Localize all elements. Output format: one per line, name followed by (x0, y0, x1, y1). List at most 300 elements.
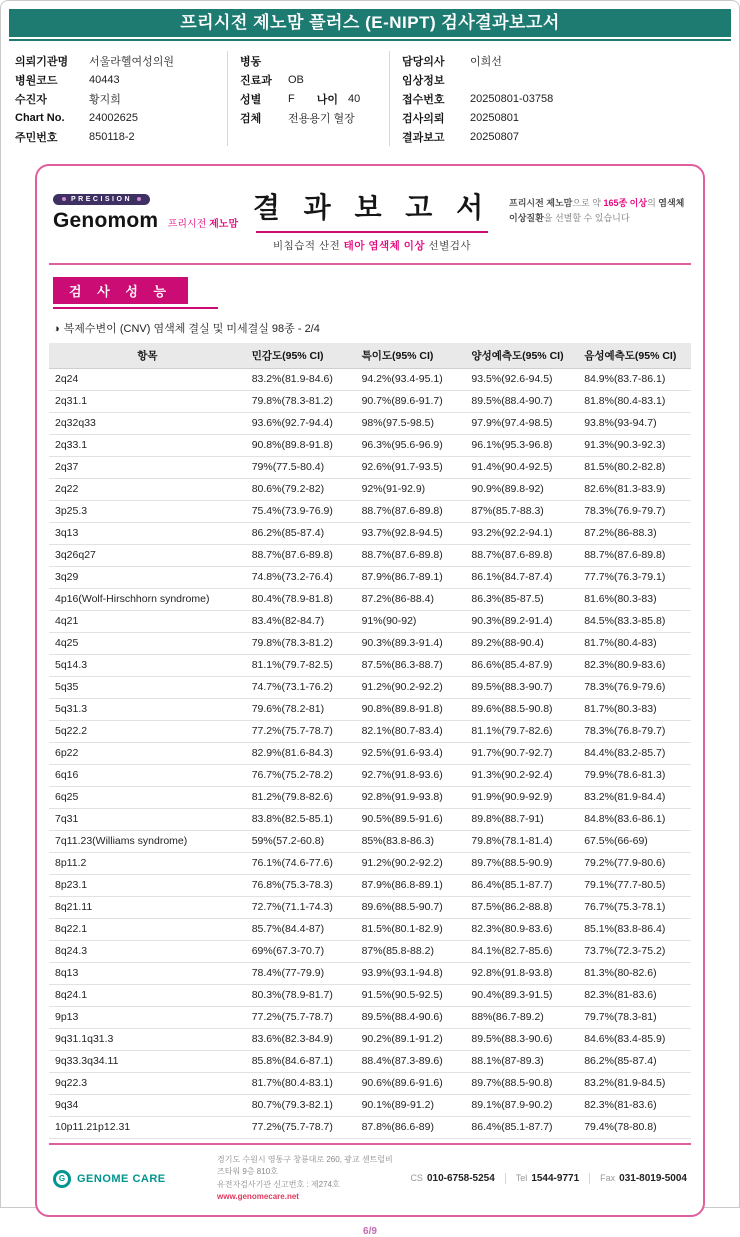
genomom-logo-block (53, 180, 239, 253)
promo-mid: 으로 약 (572, 198, 604, 208)
table-header-row (49, 343, 691, 369)
info-row (240, 89, 389, 108)
info-label: 성별 (240, 93, 262, 106)
table-row (49, 369, 691, 391)
info-label: 담당의사 (402, 55, 445, 68)
genome-care-logo-text: GENOME CARE (77, 1172, 166, 1185)
cell-ppv: 91.4%(90.4-92.5) (465, 457, 578, 479)
cell-specificity: 92%(91-92.9) (356, 479, 466, 501)
cell-specificity: 88.7%(87.6-89.8) (356, 545, 466, 567)
cell-ppv: 96.1%(95.3-96.8) (465, 435, 578, 457)
cell-specificity: 82.1%(80.7-83.4) (356, 721, 466, 743)
table-row (49, 1095, 691, 1117)
info-row (15, 51, 227, 70)
table-head (49, 343, 691, 369)
cell-ppv: 86.6%(85.4-87.9) (465, 655, 578, 677)
cell-sensitivity: 79.8%(78.3-81.2) (246, 391, 356, 413)
cell-specificity: 94.2%(93.4-95.1) (356, 369, 466, 391)
cell-ppv: 82.3%(80.9-83.6) (465, 919, 578, 941)
cell-ppv: 87%(85.7-88.3) (465, 501, 578, 523)
report-title: 결 과 보 고 서 (252, 192, 492, 223)
footer-contacts (410, 1173, 687, 1184)
cell-sensitivity: 83.4%(82-84.7) (246, 611, 356, 633)
info-row (240, 51, 389, 70)
cell-specificity: 90.8%(89.8-91.8) (356, 699, 466, 721)
cell-specificity: 85%(83.8-86.3) (356, 831, 466, 853)
patient-info-col1 (15, 51, 227, 146)
cell-npv: 88.7%(87.6-89.8) (578, 545, 691, 567)
cell-sensitivity: 93.6%(92.7-94.4) (246, 413, 356, 435)
info-value: 서울라헬여성의원 (89, 55, 175, 68)
cell-ppv: 88.1%(87-89.3) (465, 1051, 578, 1073)
logo-sub-precision: 프리시전 (167, 219, 207, 230)
table-row (49, 1007, 691, 1029)
cell-sensitivity: 72.7%(71.1-74.3) (246, 897, 356, 919)
table-row (49, 435, 691, 457)
address-line-2: 유전자검사기관 신고번호 : 제274호 (217, 1179, 340, 1189)
table-row (49, 853, 691, 875)
patient-info-col2 (227, 51, 389, 146)
promo-highlight: 165종 이상 (603, 198, 648, 208)
info-value-2: 40 (348, 92, 361, 105)
cell-specificity: 87.5%(86.3-88.7) (356, 655, 466, 677)
contact-label: Tel (515, 1173, 528, 1184)
cell-ppv: 89.6%(88.5-90.8) (465, 699, 578, 721)
contact-value: 031-8019-5004 (619, 1173, 687, 1185)
table-row (49, 831, 691, 853)
box-footer (49, 1143, 691, 1215)
cell-npv: 84.8%(83.6-86.1) (578, 809, 691, 831)
result-report-box (35, 164, 705, 1217)
patient-info (15, 51, 725, 146)
cell-sensitivity: 81.1%(79.7-82.5) (246, 655, 356, 677)
performance-table (49, 343, 691, 1139)
report-header (49, 166, 691, 261)
cell-ppv: 89.8%(88.7-91) (465, 809, 578, 831)
cell-sensitivity: 80.6%(79.2-82) (246, 479, 356, 501)
info-label: 주민번호 (15, 131, 58, 144)
cell-sensitivity: 81.7%(80.4-83.1) (246, 1073, 356, 1095)
cell-npv: 83.2%(81.9-84.4) (578, 787, 691, 809)
info-row (240, 108, 389, 127)
table-row (49, 633, 691, 655)
genomom-logo (53, 209, 239, 233)
cell-specificity: 90.1%(89-91.2) (356, 1095, 466, 1117)
cell-npv: 81.6%(80.3-83) (578, 589, 691, 611)
cell-npv: 67.5%(66-69) (578, 831, 691, 853)
table-row (49, 897, 691, 919)
cell-npv: 82.3%(81-83.6) (578, 985, 691, 1007)
info-label: 의뢰기관명 (15, 55, 69, 68)
table-row (49, 743, 691, 765)
table-row (49, 919, 691, 941)
cell-sensitivity: 69%(67.3-70.7) (246, 941, 356, 963)
cell-sensitivity: 76.8%(75.3-78.3) (246, 875, 356, 897)
cell-ppv: 89.5%(88.4-90.7) (465, 391, 578, 413)
cell-ppv: 90.3%(89.2-91.4) (465, 611, 578, 633)
table-row (49, 611, 691, 633)
cell-ppv: 86.4%(85.1-87.7) (465, 875, 578, 897)
info-label: 검체 (240, 112, 262, 125)
cell-npv: 91.3%(90.3-92.3) (578, 435, 691, 457)
cell-sensitivity: 85.7%(84.4-87) (246, 919, 356, 941)
cell-ppv: 91.9%(90.9-92.9) (465, 787, 578, 809)
cell-npv: 81.8%(80.4-83.1) (578, 391, 691, 413)
report-title-block (235, 180, 509, 253)
cell-item: 2q37 (49, 457, 246, 479)
table-row (49, 985, 691, 1007)
cell-sensitivity: 79.8%(78.3-81.2) (246, 633, 356, 655)
cell-sensitivity: 80.7%(79.3-82.1) (246, 1095, 356, 1117)
cell-npv: 76.7%(75.3-78.1) (578, 897, 691, 919)
info-label: 검사의뢰 (402, 112, 445, 125)
patient-info-col3 (389, 51, 725, 146)
cell-npv: 81.5%(80.2-82.8) (578, 457, 691, 479)
cell-ppv: 89.7%(88.5-90.9) (465, 853, 578, 875)
table-row (49, 677, 691, 699)
info-label: 결과보고 (402, 131, 445, 144)
cell-item: 4q25 (49, 633, 246, 655)
info-value: OB (288, 73, 304, 86)
cell-ppv: 88%(86.7-89.2) (465, 1007, 578, 1029)
cell-item: 3q26q27 (49, 545, 246, 567)
cell-sensitivity: 86.2%(85-87.4) (246, 523, 356, 545)
info-value: 20250801 (470, 111, 519, 124)
table-row (49, 787, 691, 809)
cell-specificity: 87.8%(86.6-89) (356, 1117, 466, 1139)
cell-sensitivity: 59%(57.2-60.8) (246, 831, 356, 853)
col-header-item: 항목 (49, 343, 246, 369)
cell-item: 3q29 (49, 567, 246, 589)
cell-npv: 84.5%(83.3-85.8) (578, 611, 691, 633)
cell-specificity: 88.4%(87.3-89.6) (356, 1051, 466, 1073)
table-row (49, 1051, 691, 1073)
info-row (402, 89, 725, 108)
cell-npv: 78.3%(76.9-79.6) (578, 677, 691, 699)
cell-ppv: 89.5%(88.3-90.7) (465, 677, 578, 699)
cell-ppv: 89.2%(88-90.4) (465, 633, 578, 655)
info-row (15, 89, 227, 108)
cell-specificity: 91.5%(90.5-92.5) (356, 985, 466, 1007)
promo-line2-bold: 염색체 이상질환 (509, 198, 685, 223)
info-label: 병원코드 (15, 74, 58, 87)
page-title: 프리시전 제노맘 플러스 (E-NIPT) 검사결과보고서 (9, 9, 731, 37)
cell-npv: 79.9%(78.6-81.3) (578, 765, 691, 787)
cell-item: 2q22 (49, 479, 246, 501)
genomom-korean-label (168, 219, 238, 230)
cell-npv: 79.7%(78.3-81) (578, 1007, 691, 1029)
cell-sensitivity: 78.4%(77-79.9) (246, 963, 356, 985)
cell-npv: 79.2%(77.9-80.6) (578, 853, 691, 875)
cell-sensitivity: 80.3%(78.9-81.7) (246, 985, 356, 1007)
cell-sensitivity: 80.4%(78.9-81.8) (246, 589, 356, 611)
info-row (15, 108, 227, 127)
footer-address (217, 1154, 398, 1204)
cell-ppv: 89.7%(88.5-90.8) (465, 1073, 578, 1095)
cell-npv: 84.4%(83.2-85.7) (578, 743, 691, 765)
info-value: 황지희 (89, 93, 121, 106)
cell-specificity: 89.5%(88.4-90.6) (356, 1007, 466, 1029)
cell-npv: 84.6%(83.4-85.9) (578, 1029, 691, 1051)
cell-item: 9q34 (49, 1095, 246, 1117)
cell-npv: 85.1%(83.8-86.4) (578, 919, 691, 941)
col-header-specificity: 특이도(95% CI) (356, 343, 466, 369)
cell-sensitivity: 88.7%(87.6-89.8) (246, 545, 356, 567)
cell-npv: 79.1%(77.7-80.5) (578, 875, 691, 897)
table-body (49, 369, 691, 1139)
genomom-wordmark: Genomom (53, 209, 159, 232)
info-row (402, 127, 725, 146)
cell-item: 6q25 (49, 787, 246, 809)
cell-npv: 78.3%(76.9-79.7) (578, 501, 691, 523)
cell-specificity: 91.2%(90.2-92.2) (356, 677, 466, 699)
cell-item: 3q13 (49, 523, 246, 545)
cell-item: 10p11.21p12.31 (49, 1117, 246, 1139)
info-row (15, 70, 227, 89)
cell-item: 5q22.2 (49, 721, 246, 743)
section-test-performance (53, 277, 218, 309)
subtitle-post: 선별검사 (425, 240, 472, 252)
promo-brand: 프리시전 제노맘 (509, 198, 573, 208)
cell-item: 4p16(Wolf-Hirschhorn syndrome) (49, 589, 246, 611)
cell-npv: 87.2%(86-88.3) (578, 523, 691, 545)
table-row (49, 765, 691, 787)
info-label: 진료과 (240, 74, 272, 87)
contact-label: Fax (600, 1173, 616, 1184)
cell-sensitivity: 82.9%(81.6-84.3) (246, 743, 356, 765)
cell-ppv: 88.7%(87.6-89.8) (465, 545, 578, 567)
contact-label: CS (410, 1173, 423, 1184)
cell-sensitivity: 83.8%(82.5-85.1) (246, 809, 356, 831)
contact-item (505, 1173, 579, 1184)
table-row (49, 479, 691, 501)
header-divider (49, 263, 691, 265)
info-value: 이희선 (470, 55, 502, 68)
promo-text (509, 180, 687, 253)
cell-ppv: 86.1%(84.7-87.4) (465, 567, 578, 589)
table-row (49, 1029, 691, 1051)
precision-badge (53, 194, 150, 205)
info-label: 임상정보 (402, 74, 445, 87)
table-row (49, 941, 691, 963)
table-row (49, 545, 691, 567)
cell-ppv: 87.5%(86.2-88.8) (465, 897, 578, 919)
info-label: 접수번호 (402, 93, 445, 106)
table-row (49, 875, 691, 897)
cell-sensitivity: 74.7%(73.1-76.2) (246, 677, 356, 699)
cell-item: 7q31 (49, 809, 246, 831)
contact-value: 1544-9771 (531, 1173, 580, 1185)
cell-ppv: 90.4%(89.3-91.5) (465, 985, 578, 1007)
info-label: Chart No. (15, 111, 65, 124)
subtitle-highlight: 태아 염색체 이상 (343, 240, 426, 252)
contact-item (589, 1173, 687, 1184)
genome-care-logo-icon: G (53, 1170, 71, 1188)
cell-item: 2q24 (49, 369, 246, 391)
cell-item: 5q14.3 (49, 655, 246, 677)
address-line-1: 경기도 수원시 영통구 창룡대로 260, 광교 센트럴비즈타워 9층 810호 (217, 1155, 393, 1177)
info-value: 40443 (89, 73, 120, 86)
cell-specificity: 81.5%(80.1-82.9) (356, 919, 466, 941)
info-label-2: 나이 (316, 93, 338, 106)
info-row (240, 70, 389, 89)
info-value: 전용용기 혈장 (288, 112, 355, 125)
subtitle-pre: 비침습적 산전 (272, 240, 344, 252)
cnv-note (53, 320, 687, 336)
promo-line2-tail: 을 선별할 수 있습니다 (543, 212, 630, 223)
cell-npv: 82.6%(81.3-83.9) (578, 479, 691, 501)
cell-item: 6p22 (49, 743, 246, 765)
info-row (402, 70, 725, 89)
cell-npv: 93.8%(93-94.7) (578, 413, 691, 435)
cell-ppv: 92.8%(91.8-93.8) (465, 963, 578, 985)
cell-npv: 82.3%(80.9-83.6) (578, 655, 691, 677)
cell-ppv: 79.8%(78.1-81.4) (465, 831, 578, 853)
section-label: 검 사 성 능 (53, 277, 188, 304)
cell-ppv: 86.4%(85.1-87.7) (465, 1117, 578, 1139)
info-row (15, 127, 227, 146)
cell-sensitivity: 83.2%(81.9-84.6) (246, 369, 356, 391)
cell-specificity: 90.6%(89.6-91.6) (356, 1073, 466, 1095)
col-header-npv: 음성예측도(95% CI) (578, 343, 691, 369)
cell-sensitivity: 81.2%(79.8-82.6) (246, 787, 356, 809)
table-row (49, 567, 691, 589)
cell-npv: 81.7%(80.3-83) (578, 699, 691, 721)
col-header-ppv: 양성예측도(95% CI) (465, 343, 578, 369)
cell-specificity: 93.7%(92.8-94.5) (356, 523, 466, 545)
cell-specificity: 92.7%(91.8-93.6) (356, 765, 466, 787)
report-subtitle (235, 238, 509, 253)
cell-ppv: 97.9%(97.4-98.5) (465, 413, 578, 435)
cell-specificity: 91%(90-92) (356, 611, 466, 633)
info-value: 850118-2 (89, 130, 135, 143)
cell-specificity: 88.7%(87.6-89.8) (356, 501, 466, 523)
cell-item: 3p25.3 (49, 501, 246, 523)
cell-sensitivity: 76.7%(75.2-78.2) (246, 765, 356, 787)
cell-npv: 73.7%(72.3-75.2) (578, 941, 691, 963)
info-value: 24002625 (89, 111, 138, 124)
cell-sensitivity: 90.8%(89.8-91.8) (246, 435, 356, 457)
cell-ppv: 86.3%(85-87.5) (465, 589, 578, 611)
page-number: 6/9 (363, 1225, 377, 1237)
table-row (49, 699, 691, 721)
badge-dot-icon (137, 197, 141, 201)
cell-ppv: 90.9%(89.8-92) (465, 479, 578, 501)
cell-specificity: 91.2%(90.2-92.2) (356, 853, 466, 875)
cell-ppv: 93.2%(92.2-94.1) (465, 523, 578, 545)
cell-item: 6q16 (49, 765, 246, 787)
cell-item: 2q32q33 (49, 413, 246, 435)
cell-specificity: 90.3%(89.3-91.4) (356, 633, 466, 655)
genome-care-logo (53, 1170, 205, 1188)
half-circle-icon: ◑ (53, 323, 60, 335)
table-row (49, 655, 691, 677)
cell-sensitivity: 79%(77.5-80.4) (246, 457, 356, 479)
table-row (49, 809, 691, 831)
cell-specificity: 98%(97.5-98.5) (356, 413, 466, 435)
cell-specificity: 90.7%(89.6-91.7) (356, 391, 466, 413)
cell-item: 8p11.2 (49, 853, 246, 875)
website-link[interactable]: www.genomecare.net (217, 1192, 299, 1202)
cell-specificity: 92.5%(91.6-93.4) (356, 743, 466, 765)
info-value: F (288, 92, 295, 105)
cell-npv: 83.2%(81.9-84.5) (578, 1073, 691, 1095)
cell-ppv: 81.1%(79.7-82.6) (465, 721, 578, 743)
cell-ppv: 89.1%(87.9-90.2) (465, 1095, 578, 1117)
cell-item: 8q24.1 (49, 985, 246, 1007)
cell-ppv: 93.5%(92.6-94.5) (465, 369, 578, 391)
cnv-note-text: 복제수변이 (CNV) 염색체 결실 및 미세결실 98종 - 2/4 (63, 323, 320, 335)
table-row (49, 721, 691, 743)
logo-sub-genomom: 제노맘 (209, 219, 239, 230)
cell-specificity: 87.2%(86-88.4) (356, 589, 466, 611)
table-row (49, 457, 691, 479)
info-row (402, 108, 725, 127)
cell-specificity: 90.2%(89.1-91.2) (356, 1029, 466, 1051)
cell-sensitivity: 75.4%(73.9-76.9) (246, 501, 356, 523)
cell-sensitivity: 77.2%(75.7-78.7) (246, 721, 356, 743)
badge-dot-icon (62, 197, 66, 201)
cell-specificity: 89.6%(88.5-90.7) (356, 897, 466, 919)
cell-specificity: 92.6%(91.7-93.5) (356, 457, 466, 479)
cell-npv: 77.7%(76.3-79.1) (578, 567, 691, 589)
cell-specificity: 90.5%(89.5-91.6) (356, 809, 466, 831)
cell-sensitivity: 83.6%(82.3-84.9) (246, 1029, 356, 1051)
cell-sensitivity: 74.8%(73.2-76.4) (246, 567, 356, 589)
cell-item: 4q21 (49, 611, 246, 633)
cell-item: 9q31.1q31.3 (49, 1029, 246, 1051)
info-value: 20250807 (470, 130, 519, 143)
table-row (49, 589, 691, 611)
promo-tail: 의 (647, 198, 659, 208)
report-title-rule (256, 231, 488, 233)
precision-badge-label: PRECISION (71, 195, 133, 203)
cell-sensitivity: 79.6%(78.2-81) (246, 699, 356, 721)
cell-npv: 82.3%(81-83.6) (578, 1095, 691, 1117)
title-underline (9, 39, 731, 41)
cell-specificity: 87.9%(86.8-89.1) (356, 875, 466, 897)
cell-sensitivity: 77.2%(75.7-78.7) (246, 1117, 356, 1139)
cell-npv: 84.9%(83.7-86.1) (578, 369, 691, 391)
cell-ppv: 84.1%(82.7-85.6) (465, 941, 578, 963)
cell-npv: 81.7%(80.4-83) (578, 633, 691, 655)
cell-specificity: 87.9%(86.7-89.1) (356, 567, 466, 589)
info-value: 20250801-03758 (470, 92, 554, 105)
info-label: 수진자 (15, 93, 47, 106)
cell-npv: 79.4%(78-80.8) (578, 1117, 691, 1139)
cell-sensitivity: 85.8%(84.6-87.1) (246, 1051, 356, 1073)
cell-item: 8q24.3 (49, 941, 246, 963)
cell-npv: 81.3%(80-82.6) (578, 963, 691, 985)
cell-item: 9p13 (49, 1007, 246, 1029)
table-row (49, 413, 691, 435)
cell-specificity: 96.3%(95.6-96.9) (356, 435, 466, 457)
table-row (49, 1073, 691, 1095)
cell-specificity: 92.8%(91.9-93.8) (356, 787, 466, 809)
table-row (49, 963, 691, 985)
table-row (49, 391, 691, 413)
cell-item: 8p23.1 (49, 875, 246, 897)
cell-item: 8q21.11 (49, 897, 246, 919)
cell-sensitivity: 77.2%(75.7-78.7) (246, 1007, 356, 1029)
col-header-sensitivity: 민감도(95% CI) (246, 343, 356, 369)
cell-specificity: 87%(85.8-88.2) (356, 941, 466, 963)
cell-item: 9q22.3 (49, 1073, 246, 1095)
table-row (49, 523, 691, 545)
cell-item: 7q11.23(Williams syndrome) (49, 831, 246, 853)
cell-ppv: 91.7%(90.7-92.7) (465, 743, 578, 765)
info-row (402, 51, 725, 70)
